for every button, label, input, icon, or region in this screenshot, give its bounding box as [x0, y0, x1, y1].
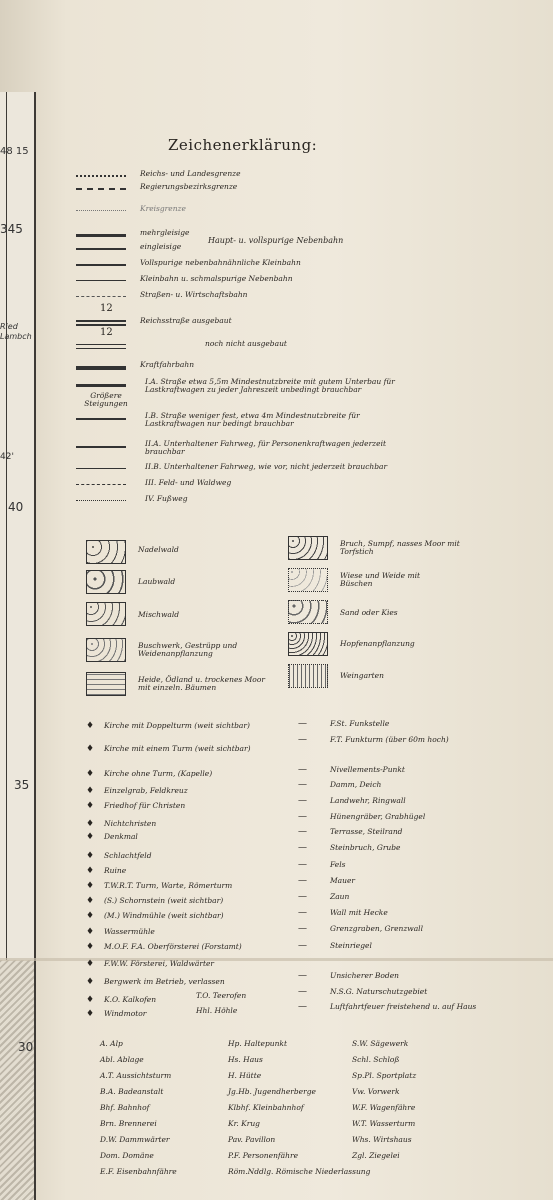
point-symbol-icon: —	[298, 765, 307, 775]
point-symbol-icon: —	[298, 843, 307, 853]
legend-label: Hopfenanpflanzung	[340, 639, 415, 648]
marsh-pattern	[288, 536, 328, 560]
margin-label: 48 15	[0, 146, 29, 157]
legend-label: Steinriegel	[330, 941, 372, 950]
legend-label: Damm, Deich	[330, 780, 382, 789]
point-symbol-icon: —	[298, 812, 307, 822]
legend-label: I.B. Straße weniger fest, etwa 4m Mindestnutzbreite für Lastkraftwagen nur bedingt brauchbar	[145, 411, 360, 429]
point-symbol-icon: —	[298, 971, 307, 981]
legend-label: Regierungsbezirksgrenze	[140, 182, 238, 191]
line-symbol	[76, 468, 126, 469]
legend-label: Terrasse, Steilrand	[330, 827, 403, 836]
point-symbol-icon: ♦	[86, 769, 95, 779]
legend-label: Reichsstraße ausgebaut	[140, 316, 232, 325]
abbreviation-entry: Hp. Haltepunkt	[228, 1039, 287, 1048]
legend-label: Reichs- und Landesgrenze	[140, 169, 241, 178]
point-symbol-icon: ♦	[86, 881, 95, 891]
road-number: 12	[100, 327, 113, 338]
legend-label: II.B. Unterhaltener Fahrweg, wie vor, nicht jederzeit brauchbar	[145, 462, 388, 471]
abbreviation-entry: E.F. Eisenbahnfähre	[100, 1167, 177, 1176]
legend-label: II.A. Unterhaltener Fahrweg, für Personenkraftwagen jederzeit brauchbar	[145, 439, 386, 457]
point-symbol-icon: ♦	[86, 851, 95, 861]
legend-label: III. Feld- und Waldweg	[145, 478, 232, 487]
legend-label: Nivellements-Punkt	[330, 765, 405, 774]
abbreviation-entry: Pav. Pavillon	[228, 1135, 276, 1144]
point-symbol-icon: —	[298, 827, 307, 837]
margin-label: 42'	[0, 452, 14, 462]
abbreviation-entry: Jg.Hb. Jugendherberge	[228, 1087, 316, 1096]
line-symbol	[76, 234, 126, 237]
point-symbol-icon: ♦	[86, 744, 95, 754]
line-symbol	[76, 248, 126, 250]
point-symbol-icon: ♦	[86, 927, 95, 937]
point-symbol-icon: —	[298, 796, 307, 806]
legend-label: Kirche mit einem Turm (weit sichtbar)	[104, 744, 251, 753]
point-symbol-icon: ♦	[86, 819, 95, 829]
legend-label: Nadelwald	[138, 545, 179, 554]
abbreviation-entry: Sp.Pl. Sportplatz	[352, 1071, 417, 1080]
abbreviation-entry: S.W. Sägewerk	[352, 1039, 409, 1048]
abbreviation-entry: Brn. Brennerei	[100, 1119, 157, 1128]
legend-label: IV. Fußweg	[145, 494, 188, 503]
legend-label: Hhl. Höhle	[196, 1006, 238, 1015]
legend-title: Zeichenerklärung:	[168, 136, 318, 154]
legend-label: Kreisgrenze	[140, 204, 186, 213]
point-symbol-icon: —	[298, 924, 307, 934]
point-symbol-icon: —	[298, 941, 307, 951]
legend-label: Wall mit Hecke	[330, 908, 388, 917]
legend-label: T.W.R.T. Turm, Warte, Römerturm	[104, 881, 233, 890]
line-symbol	[76, 418, 126, 420]
line-symbol	[76, 280, 126, 281]
legend-label: Ruine	[104, 866, 127, 875]
legend-label: F.W.W. Försterei, Waldwärter	[104, 959, 214, 968]
map-edge-texture	[0, 960, 34, 1200]
line-symbol	[76, 210, 126, 211]
line-symbol	[76, 384, 126, 387]
legend-label: Schlachtfeld	[104, 851, 152, 860]
legend-label: Denkmal	[104, 832, 138, 841]
legend-label: mehrgleisige	[140, 228, 190, 237]
legend-label: Kirche ohne Turm, (Kapelle)	[104, 769, 213, 778]
legend-label: M.O.F. F.A. Oberförsterei (Forstamt)	[104, 942, 242, 951]
point-symbol-icon: ♦	[86, 786, 95, 796]
abbreviation-entry: W.T. Wasserturm	[352, 1119, 416, 1128]
legend-label: Luftfahrtfeuer freistehend u. auf Haus	[330, 1002, 477, 1011]
abbreviation-entry: Zgl. Ziegelei	[352, 1151, 400, 1160]
legend-label: Straßen- u. Wirtschaftsbahn	[140, 290, 248, 299]
line-symbol	[76, 500, 126, 501]
margin-place: Lambch	[0, 332, 32, 341]
abbreviation-entry: Schl. Schloß	[352, 1055, 400, 1064]
legend-label: Bruch, Sumpf, nasses Moor mit Torfstich	[340, 539, 460, 557]
point-symbol-icon: —	[298, 735, 307, 745]
margin-place: Ried	[0, 322, 18, 331]
point-symbol-icon: ♦	[86, 911, 95, 921]
point-symbol-icon: ♦	[86, 977, 95, 987]
legend-label: Zaun	[330, 892, 350, 901]
legend-label: eingleisige	[140, 242, 182, 251]
point-symbol-icon: —	[298, 719, 307, 729]
point-symbol-icon: ♦	[86, 801, 95, 811]
legend-label: Bergwerk im Betrieb, verlassen	[104, 977, 225, 986]
line-symbol	[76, 320, 126, 326]
legend-label: Nichtchristen	[104, 819, 157, 828]
abbreviation-entry: Vw. Vorwerk	[352, 1087, 400, 1096]
point-symbol-icon: ♦	[86, 896, 95, 906]
forest-pattern	[86, 540, 126, 564]
point-symbol-icon: ♦	[86, 995, 95, 1005]
point-symbol-icon: ♦	[86, 1009, 95, 1019]
legend-label: (S.) Schornstein (weit sichtbar)	[104, 896, 224, 905]
legend-label: (M.) Windmühle (weit sichtbar)	[104, 911, 224, 920]
line-symbol	[76, 188, 126, 190]
point-symbol-icon: —	[298, 876, 307, 886]
legend-label: Unsicherer Boden	[330, 971, 399, 980]
margin-label: 40	[8, 500, 24, 514]
abbreviation-entry: Kr. Krug	[228, 1119, 260, 1128]
vineyard-pattern	[288, 664, 328, 688]
forest-pattern	[86, 570, 126, 594]
abbreviation-entry: D.W. Dammwärter	[100, 1135, 170, 1144]
abbreviation-entry: B.A. Badeanstalt	[100, 1087, 164, 1096]
legend-label: Steinbruch, Grube	[330, 843, 401, 852]
point-symbol-icon: —	[298, 860, 307, 870]
legend-label: F.T. Funkturm (über 60m hoch)	[330, 735, 449, 744]
margin-label: 30	[18, 1040, 34, 1054]
line-symbol	[76, 264, 126, 266]
legend-label: N.S.G. Naturschutzgebiet	[330, 987, 428, 996]
legend-label: Vollspurige nebenbahnähnliche Kleinbahn	[140, 258, 301, 267]
legend-label: Sand oder Kies	[340, 608, 398, 617]
legend-label: Weingarten	[340, 671, 384, 680]
scrub-pattern	[86, 638, 126, 662]
abbreviation-entry: A.T. Aussichtsturm	[100, 1071, 172, 1080]
legend-label: Fels	[330, 860, 346, 869]
point-symbol-icon: ♦	[86, 866, 95, 876]
legend-label: Kraftfahrbahn	[140, 360, 195, 369]
legend-label: Heide, Ödland u. trockenes Moor mit einzeln. Bäumen	[138, 675, 265, 693]
abbreviation-entry: H. Hütte	[228, 1071, 262, 1080]
line-symbol	[76, 175, 126, 177]
hops-pattern	[288, 632, 328, 656]
legend-label: I.A. Straße etwa 5,5m Mindestnutzbreite mit gutem Unterbau für Lastkraftwagen zu jeder Jahreszeit unbedingt brauchbar	[145, 377, 395, 395]
point-symbol-icon: ♦	[86, 832, 95, 842]
line-symbol	[76, 366, 126, 370]
abbreviation-entry: W.F. Wagenfähre	[352, 1103, 416, 1112]
legend-label: Wassermühle	[104, 927, 155, 936]
abbreviation-entry: A. Alp	[100, 1039, 123, 1048]
line-symbol	[76, 484, 126, 485]
abbreviation-entry: Klbhf. Kleinbahnhof	[228, 1103, 304, 1112]
margin-label: 35	[14, 778, 30, 792]
legend-label: Kirche mit Doppelturm (weit sichtbar)	[104, 721, 250, 730]
legend-label: Windmotor	[104, 1009, 147, 1018]
abbreviation-entry: Whs. Wirtshaus	[352, 1135, 412, 1144]
legend-label: Landwehr, Ringwall	[330, 796, 406, 805]
heath-pattern	[86, 672, 126, 696]
line-symbol	[76, 296, 126, 297]
abbreviation-entry: Hs. Haus	[228, 1055, 263, 1064]
legend-label: Wiese und Weide mit Büschen	[340, 571, 421, 589]
forest-pattern	[86, 602, 126, 626]
legend-label: K.O. Kalkofen	[104, 995, 157, 1004]
point-symbol-icon: ♦	[86, 721, 95, 731]
road-number: 12	[100, 303, 113, 314]
abbreviation-entry: Abl. Ablage	[100, 1055, 144, 1064]
point-symbol-icon: ♦	[86, 942, 95, 952]
legend-label: Einzelgrab, Feldkreuz	[104, 786, 188, 795]
legend-label: noch nicht ausgebaut	[205, 339, 287, 348]
legend-label: Größere Steigungen	[84, 391, 128, 409]
legend-label: Laubwald	[138, 577, 176, 586]
sand-pattern	[288, 600, 328, 624]
point-symbol-icon: ♦	[86, 959, 95, 969]
legend-label: Buschwerk, Gestrüpp und Weidenanpflanzung	[138, 641, 238, 659]
legend-label: Grenzgraben, Grenzwall	[330, 924, 423, 933]
point-symbol-icon: —	[298, 892, 307, 902]
abbreviation-entry: Röm.Nddlg. Römische Niederlassung	[228, 1167, 371, 1176]
legend-label: Kleinbahn u. schmalspurige Nebenbahn	[140, 274, 293, 283]
margin-label: 345	[0, 222, 23, 236]
point-symbol-icon: —	[298, 1002, 307, 1012]
legend-label: T.O. Teerofen	[196, 991, 247, 1000]
abbreviation-entry: Dom. Domäne	[100, 1151, 154, 1160]
abbreviation-entry: P.F. Personenfähre	[228, 1151, 299, 1160]
legend-label: Friedhof für Christen	[104, 801, 186, 810]
legend-label: Hünengräber, Grabhügel	[330, 812, 426, 821]
paper-fold	[0, 958, 553, 961]
meadow-pattern	[288, 568, 328, 592]
line-symbol	[76, 344, 126, 349]
legend-label: Haupt- u. vollspurige Nebenbahn	[208, 236, 344, 245]
abbreviation-entry: Bhf. Bahnhof	[100, 1103, 150, 1112]
legend-label: Mauer	[330, 876, 356, 885]
point-symbol-icon: —	[298, 780, 307, 790]
legend-label: Mischwald	[138, 610, 180, 619]
point-symbol-icon: —	[298, 908, 307, 918]
legend-label: F.St. Funkstelle	[330, 719, 390, 728]
line-symbol	[76, 446, 126, 448]
point-symbol-icon: —	[298, 987, 307, 997]
